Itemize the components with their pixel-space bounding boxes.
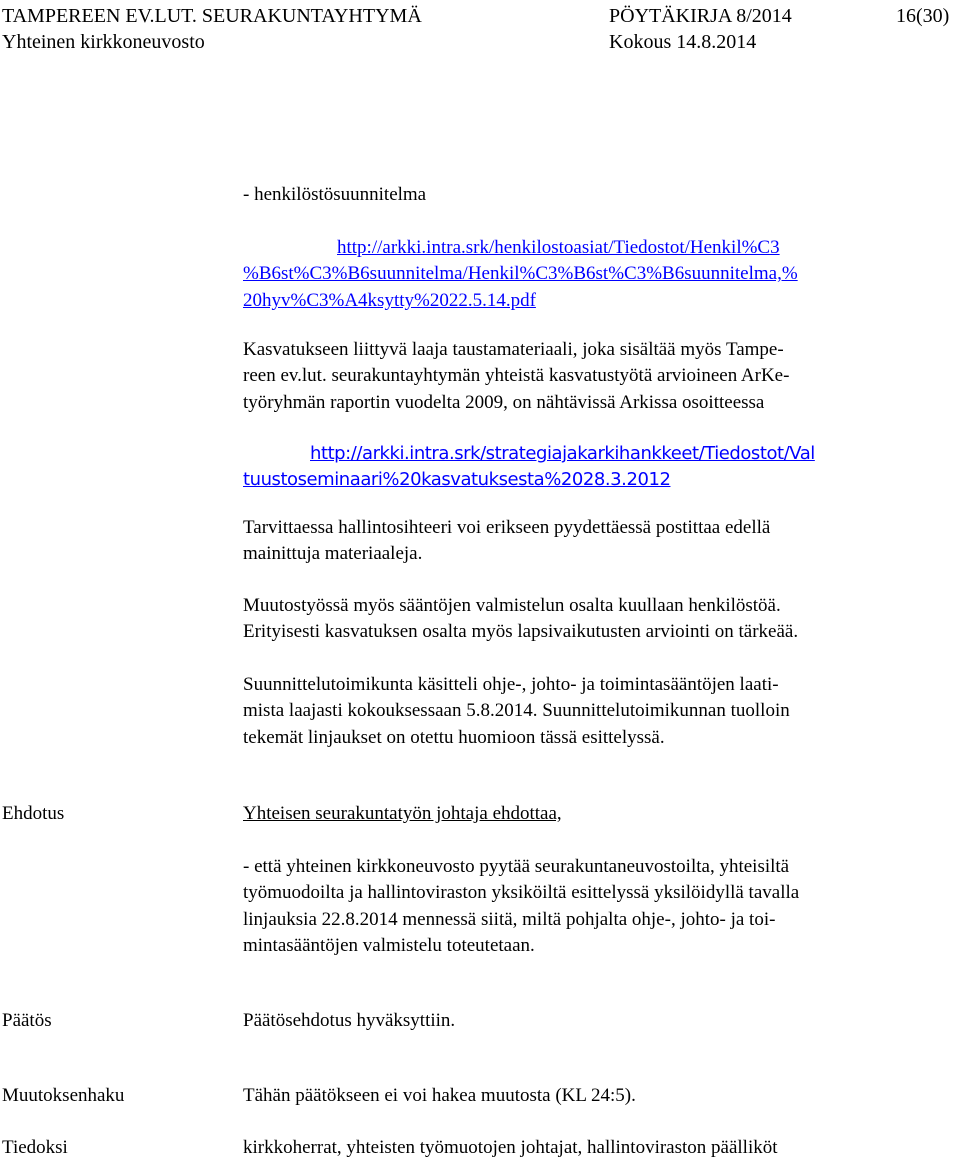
ehdotus-title: Yhteisen seurakuntatyön johtaja ehdottaa, <box>243 803 562 824</box>
section-label-tiedoksi: Tiedoksi <box>2 1137 68 1158</box>
ehdotus-line: - että yhteinen kirkkoneuvosto pyytää seurakuntaneuvostoilta, yhteisiltä <box>243 856 790 877</box>
paragraph-line: mista laajasti kokouksessaan 5.8.2014. Suunnittelutoimikunnan tuolloin <box>243 700 790 722</box>
paragraph-line: Erityisesti kasvatuksen osalta myös lapsivaikutusten arviointi on tärkeää. <box>243 621 799 643</box>
header-body-name: Yhteinen kirkkoneuvosto <box>2 31 205 53</box>
paragraph-line: reen ev.lut. seurakuntayhtymän yhteistä kasvatustyötä arvioineen ArKe- <box>243 365 790 387</box>
ehdotus-line: mintasääntöjen valmistelu toteutetaan. <box>243 935 535 957</box>
section-label-muutoksenhaku: Muutoksenhaku <box>2 1085 125 1106</box>
paragraph-henkilosto <box>243 593 798 646</box>
header-doc-type: PÖYTÄKIRJA 8/2014 <box>609 5 792 27</box>
ehdotus-line: työmuodoilta ja hallintoviraston yksiköiltä esittelyssä yksilöidyllä tavalla <box>243 882 800 904</box>
header-page-number: 16(30) <box>896 5 950 27</box>
paragraph-background-material <box>243 337 789 416</box>
link-henkilostosuunnitelma[interactable] <box>243 235 798 314</box>
bullet-heading: - henkilöstösuunnitelma <box>243 184 427 205</box>
paragraph-line: Suunnittelutoimikunta käsitteli ohje-, johto- ja toimintasääntöjen laati- <box>243 674 779 695</box>
section-label-paatos: Päätös <box>2 1010 52 1031</box>
link-line: http://arkki.intra.srk/strategiajakarkihankkeet/Tiedostot/Val <box>310 443 815 464</box>
paragraph-line: tekemät linjaukset on otettu huomioon tässä esittelyssä. <box>243 726 665 748</box>
ehdotus-body <box>243 854 799 960</box>
link-line: tuustoseminaari%20kasvatuksesta%2028.3.2012 <box>243 469 671 491</box>
paragraph-line: Muutostyössä myös sääntöjen valmistelun osalta kuullaan henkilöstöä. <box>243 595 781 616</box>
link-line: 20hyv%C3%A4ksytty%2022.5.14.pdf <box>243 289 536 311</box>
header-meeting: Kokous 14.8.2014 <box>609 31 757 53</box>
link-kasvatus-seminaari[interactable] <box>243 441 815 494</box>
paragraph-line: Tarvittaessa hallintosihteeri voi erikseen pyydettäessä postittaa edellä <box>243 517 771 538</box>
paragraph-suunnittelutoimikunta <box>243 672 790 751</box>
paragraph-line: työryhmän raportin vuodelta 2009, on nähtävissä Arkissa osoitteessa <box>243 391 765 413</box>
paragraph-line: Kasvatukseen liittyvä laaja taustamateriaali, joka sisältää myös Tampe- <box>243 339 784 360</box>
muutoksenhaku-text: Tähän päätökseen ei voi hakea muutosta (KL 24:5). <box>243 1085 636 1106</box>
link-line: %B6st%C3%B6suunnitelma/Henkil%C3%B6st%C3%B6suunnitelma,% <box>243 263 798 285</box>
section-label-ehdotus: Ehdotus <box>2 803 65 824</box>
header-org: TAMPEREEN EV.LUT. SEURAKUNTAYHTYMÄ <box>2 5 422 27</box>
paatos-text: Päätösehdotus hyväksyttiin. <box>243 1010 456 1031</box>
paragraph-postitus <box>243 515 770 568</box>
ehdotus-line: linjauksia 22.8.2014 mennessä siitä, miltä pohjalta ohje-, johto- ja toi- <box>243 908 776 930</box>
link-line: http://arkki.intra.srk/henkilostoasiat/Tiedostot/Henkil%C3 <box>337 237 780 258</box>
paragraph-line: mainittuja materiaaleja. <box>243 543 423 565</box>
tiedoksi-text: kirkkoherrat, yhteisten työmuotojen johtajat, hallintoviraston päälliköt <box>243 1137 778 1158</box>
